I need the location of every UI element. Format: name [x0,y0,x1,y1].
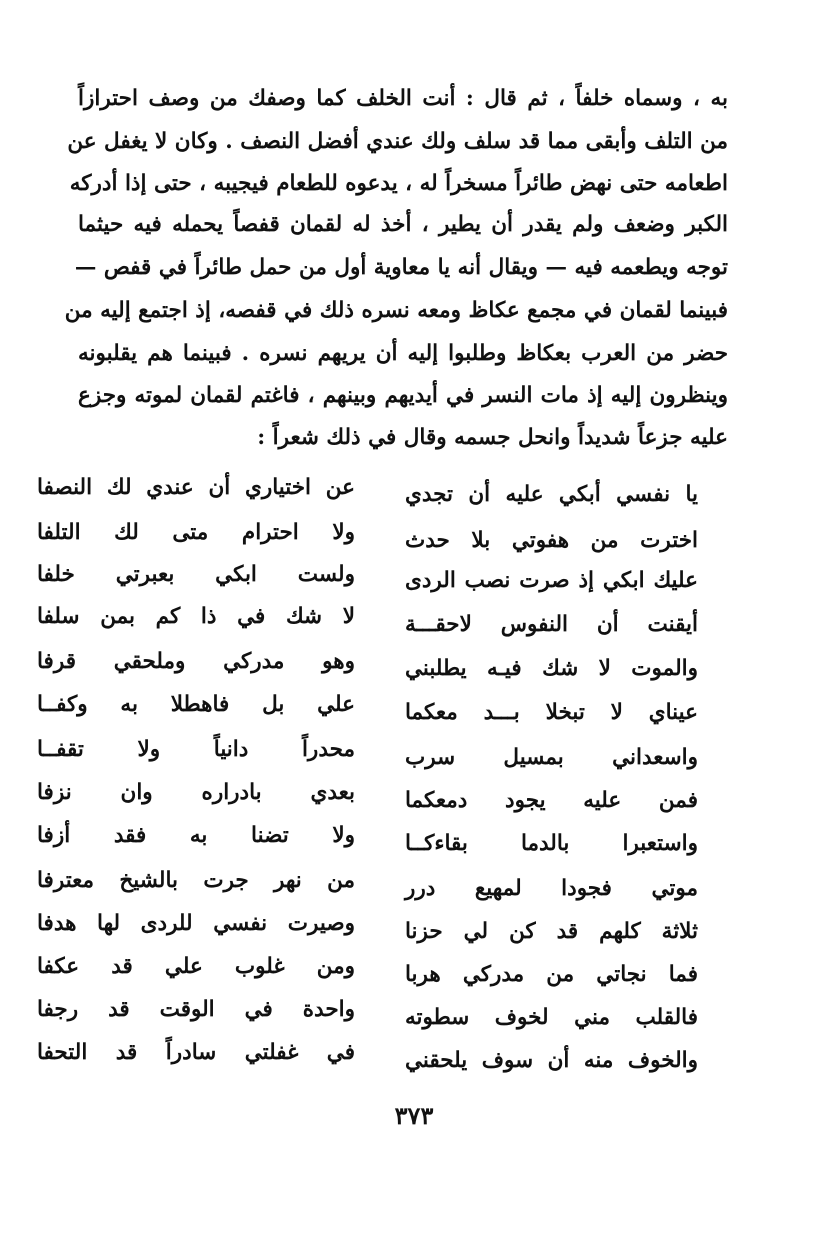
verse-first-hemistich: أيقنت أن النفوس لاحقـــة [405,612,698,637]
verse-second-hemistich: ولا تضنا به فقد أزفا [37,823,355,848]
page-number: ٣٧٣ [394,1101,434,1130]
prose-line: عليه جزعاً شديداً وانحل جسمه وقال في ذلك شعراً : [257,425,728,450]
verse-first-hemistich: يا نفسي أبكي عليه أن تجدي [405,482,698,507]
verse-second-hemistich: وهو مدركي وملحقي قرفا [37,649,355,674]
verse-first-hemistich: واستعبرا بالدما بقاءكــا [405,831,698,856]
verse-second-hemistich: لا شك في ذا كم بمن سلفا [37,604,355,629]
verse-second-hemistich: ومن غلوب علي قد عكفا [37,954,355,979]
verse-first-hemistich: فالقلب مني لخوف سطوته [405,1005,698,1030]
verse-second-hemistich: وصيرت نفسي للردى لها هدفا [37,911,355,936]
verse-first-hemistich: اخترت من هفوتي بلا حدث [405,528,698,553]
verse-first-hemistich: فما نجاتي من مدركي هربا [405,962,698,987]
verse-second-hemistich: علي بل فاهطلا به وكفــا [37,692,355,717]
prose-line: به ، وسماه خلفاً ، ثم قال : أنت الخلف كما وصفك من وصف احترازاً [78,86,728,111]
verse-second-hemistich: محدراً دانياً ولا تقفــا [37,737,355,762]
verse-first-hemistich: والموت لا شك فيـه يطلبني [405,656,698,681]
prose-line: توجه ويطعمه فيه — ويقال أنه يا معاوية أول من حمل طائراً في قفص — [74,255,728,280]
prose-line: اطعامه حتى نهض طائراً مسخراً له ، يدعوه للطعام فيجيبه ، حتى إذا أدركه [69,171,728,196]
verse-second-hemistich: عن اختياري أن عندي لك النصفا [37,475,355,500]
verse-first-hemistich: موتي فجودا لمهيع درر [405,876,698,901]
verse-second-hemistich: ولا احترام متى لك التلفا [37,520,355,545]
verse-second-hemistich: واحدة في الوقت قد رجفا [37,997,355,1022]
prose-line: حضر من العرب بعكاظ وطلبوا إليه أن يريهم نسره . فبينما هم يقلبونه [78,341,728,366]
prose-line: من التلف وأبقى مما قد سلف ولك عندي أفضل النصف . وكان لا يغفل عن [67,129,728,154]
verse-first-hemistich: ثلاثة كلهم قد كن لي حزنا [405,919,698,944]
verse-first-hemistich: والخوف منه أن سوف يلحقني [405,1048,698,1073]
verse-second-hemistich: في غفلتي سادراً قد التحفا [37,1040,355,1065]
prose-line: وينظرون إليه إذ مات النسر في أيديهم وبينهم ، فاغتم لقمان لموته وجزع [78,383,728,408]
verse-second-hemistich: ولست ابكي بعبرتي خلفا [37,562,355,587]
verse-first-hemistich: فمن عليه يجود دمعكما [405,788,698,813]
prose-line: فبينما لقمان في مجمع عكاظ ومعه نسره ذلك في قفصه، إذ اجتمع إليه من [64,298,728,323]
verse-first-hemistich: عليك ابكي إذ صرت نصب الردى [405,568,698,593]
prose-line: الكبر وضعف ولم يقدر أن يطير ، أخذ له لقمان قفصاً يحمله فيه حيثما [78,212,728,237]
verse-second-hemistich: بعدي بادراره وان نزفا [37,780,355,805]
verse-first-hemistich: واسعداني بمسيل سرب [405,745,698,770]
verse-first-hemistich: عيناي لا تبخلا بـــد معكما [405,700,698,725]
verse-second-hemistich: من نهر جرت بالشيخ معترفا [37,868,355,893]
